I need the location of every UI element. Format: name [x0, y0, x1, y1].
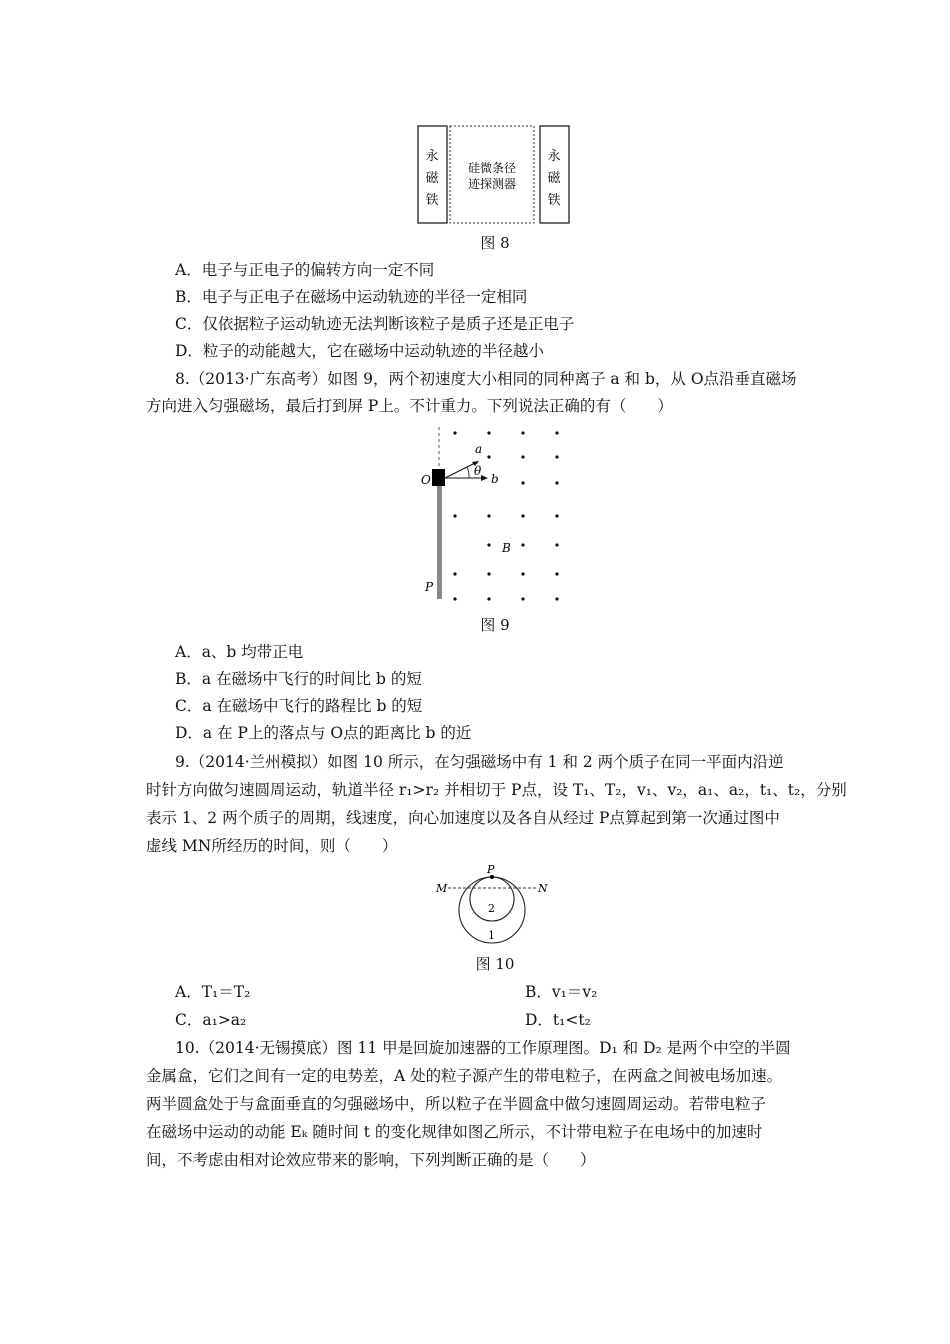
field-dot	[555, 597, 558, 600]
field-dot	[555, 481, 558, 484]
q8-option-b: B．a 在磁场中飞行的时间比 b 的短	[175, 670, 422, 688]
field-dots	[453, 431, 558, 600]
q7-option-a: A．电子与正电子的偏转方向一定不同	[175, 261, 435, 279]
field-dot	[555, 572, 558, 575]
q7-option-c: C．仅依据粒子运动轨迹无法判断该粒子是质子还是正电子	[175, 315, 575, 333]
figure-9-caption: 图 9	[480, 616, 510, 634]
field-dot	[521, 543, 524, 546]
detector-label-2: 迹探测器	[467, 177, 517, 191]
left-magnet-char-1: 永	[425, 149, 439, 164]
ion-source-o	[432, 469, 445, 486]
velocity-a-arrow	[445, 462, 477, 478]
field-dot	[487, 572, 490, 575]
q9-stem-line-4: 虚线 MN所经历的时间，则（ ）	[146, 837, 398, 855]
q9-stem-line-2: 时针方向做匀速圆周运动，轨道半径 r₁>r₂ 并相切于 P点，设 T₁、T₂，v₁、v₂，a₁、a₂，t₁、t₂，分别	[146, 781, 847, 799]
figure-10	[430, 860, 560, 945]
figure-8	[410, 120, 580, 230]
field-dot	[487, 431, 490, 434]
field-dot	[521, 597, 524, 600]
q8-option-a: A．a、b 均带正电	[175, 643, 304, 661]
q7-option-b: B．电子与正电子在磁场中运动轨迹的半径一定相同	[175, 288, 528, 306]
label-m: M	[436, 882, 448, 895]
label-orbit-2: 2	[488, 902, 495, 915]
q7-option-d: D．粒子的动能越大，它在磁场中运动轨迹的半径越小	[175, 342, 544, 360]
q10-stem-line-1: 10.（2014·无锡摸底）图 11 甲是回旋加速器的工作原理图。D₁ 和 D₂ 是两个中空的半圆	[175, 1039, 791, 1057]
figure-9	[415, 425, 575, 605]
label-orbit-1: 1	[488, 929, 495, 942]
field-dot	[487, 543, 490, 546]
label-p: P	[425, 580, 434, 594]
left-magnet-char-3: 铁	[425, 193, 439, 208]
field-dot	[555, 455, 558, 458]
field-dot	[555, 514, 558, 517]
field-dot	[487, 597, 490, 600]
field-dot	[453, 597, 456, 600]
figure-8-caption: 图 8	[480, 234, 510, 252]
q9-option-c: C．a₁>a₂	[175, 1011, 247, 1029]
q8-option-d: D．a 在 P上的落点与 O点的距离比 b 的近	[175, 724, 472, 742]
field-dot	[453, 431, 456, 434]
screen-p	[437, 481, 442, 599]
q10-stem-line-5: 间，不考虑由相对论效应带来的影响，下列判断正确的是（ ）	[146, 1151, 596, 1169]
label-b: b	[491, 472, 499, 486]
right-magnet-char-2: 磁	[547, 171, 561, 186]
q10-stem-line-2: 金属盒，它们之间有一定的电势差，A 处的粒子源产生的带电粒子，在两盒之间被电场加速。	[146, 1067, 783, 1085]
velocity-b-arrowhead	[481, 475, 488, 481]
field-dot	[521, 481, 524, 484]
q10-stem-line-4: 在磁场中运动的动能 Eₖ 随时间 t 的变化规律如图乙所示，不计带电粒子在电场中的加速时	[146, 1123, 763, 1141]
left-magnet-char-2: 磁	[425, 171, 439, 186]
field-dot	[521, 431, 524, 434]
field-dot	[487, 455, 490, 458]
field-dot	[555, 543, 558, 546]
field-dot	[453, 514, 456, 517]
field-dot	[521, 455, 524, 458]
label-n: N	[538, 882, 548, 895]
q9-stem-line-3: 表示 1、2 两个质子的周期，线速度，向心加速度以及各自从经过 P点算起到第一次通过图中	[146, 809, 780, 827]
q9-stem-line-1: 9.（2014·兰州模拟）如图 10 所示，在匀强磁场中有 1 和 2 两个质子在同一平面内沿逆	[175, 753, 784, 771]
q8-option-c: C．a 在磁场中飞行的路程比 b 的短	[175, 697, 423, 715]
label-o: O	[421, 473, 431, 487]
label-theta: θ	[474, 464, 482, 478]
detector-label-1: 硅微条径	[467, 161, 517, 175]
label-field-b: B	[502, 541, 511, 555]
field-dot	[521, 514, 524, 517]
q10-stem-line-3: 两半圆盒处于与盒面垂直的匀强磁场中，所以粒子在半圆盒中做匀速圆周运动。若带电粒子	[146, 1095, 767, 1113]
field-dot	[521, 572, 524, 575]
q9-option-a: A．T₁＝T₂	[175, 983, 251, 1001]
theta-arc	[467, 467, 469, 478]
q8-stem-line-1: 8.（2013·广东高考）如图 9，两个初速度大小相同的同种离子 a 和 b，从 O点沿垂直磁场	[175, 370, 797, 388]
field-dot	[487, 514, 490, 517]
figure-10-caption: 图 10	[475, 955, 515, 973]
right-magnet-char-1: 永	[547, 149, 561, 164]
field-dot	[555, 431, 558, 434]
label-p: P	[487, 863, 495, 876]
q9-option-b: B．v₁＝v₂	[525, 983, 598, 1001]
label-a: a	[475, 442, 483, 456]
right-magnet-char-3: 铁	[547, 193, 561, 208]
q9-option-d: D．t₁<t₂	[525, 1011, 591, 1029]
field-dot	[453, 572, 456, 575]
q8-stem-line-2: 方向进入匀强磁场，最后打到屏 P上。不计重力。下列说法正确的有（ ）	[146, 397, 673, 415]
